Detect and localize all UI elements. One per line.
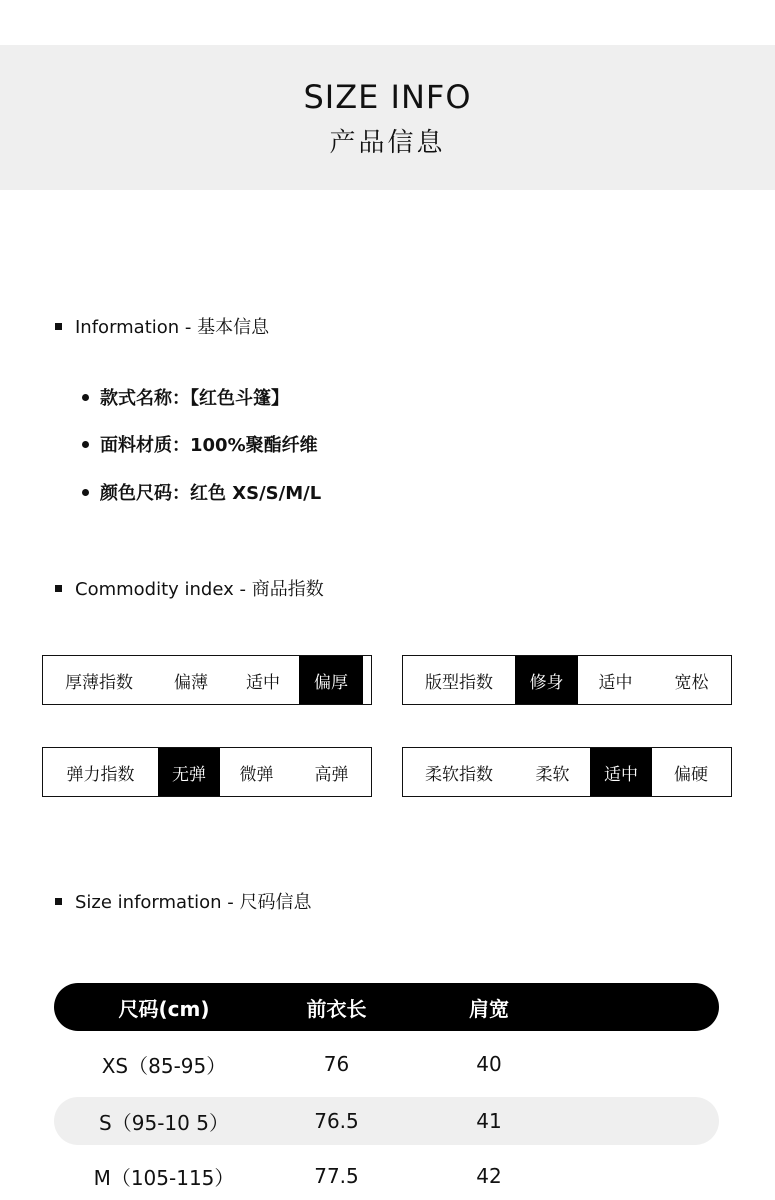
- cell-size: S（95-10 5）: [99, 1110, 229, 1135]
- cell-size: XS（85-95）: [101, 1053, 227, 1078]
- cell-front-length: 76.5: [314, 1109, 359, 1133]
- page-title: SIZE INFO: [303, 78, 472, 116]
- info-item-style-name: [82, 384, 289, 410]
- cell-size: M（105-115）: [93, 1165, 235, 1190]
- info-item-color-size: [82, 479, 321, 505]
- softness-index: [402, 747, 732, 797]
- table-row: [54, 1040, 719, 1088]
- thickness-index: [42, 655, 372, 705]
- index-option: 适中: [598, 672, 633, 693]
- index-label: 版型指数: [425, 672, 493, 693]
- elasticity-index: [42, 747, 372, 797]
- column-header-front-length: 前衣长: [306, 996, 367, 1021]
- index-option: 柔软: [535, 764, 570, 785]
- size-section-label: Size information - 尺码信息: [75, 892, 312, 913]
- info-item-fabric: [82, 431, 318, 457]
- index-option-selected: 修身: [515, 656, 578, 704]
- info-item-text: 面料材质：100%聚酯纤维: [100, 435, 318, 456]
- size-section-title: [55, 888, 312, 914]
- index-option-selected: 适中: [590, 748, 652, 796]
- cell-front-length: 77.5: [314, 1164, 359, 1188]
- index-label: 柔软指数: [425, 764, 493, 785]
- column-header-shoulder-width: 肩宽: [469, 996, 509, 1021]
- info-item-text: 颜色尺码：红色 XS/S/M/L: [100, 483, 322, 504]
- cell-shoulder-width: 40: [476, 1052, 502, 1076]
- information-section-title: [55, 313, 269, 339]
- commodity-section-title: [55, 575, 324, 601]
- page-subtitle: 产品信息: [329, 128, 446, 158]
- index-option-selected: 无弹: [158, 748, 220, 796]
- index-label: 厚薄指数: [65, 672, 133, 693]
- index-option: 偏硬: [674, 764, 708, 785]
- square-bullet-icon: [55, 898, 62, 905]
- index-option: 偏薄: [174, 672, 208, 693]
- cell-shoulder-width: 42: [476, 1164, 502, 1188]
- info-item-text: 款式名称：【红色斗篷】: [100, 388, 289, 409]
- dot-bullet-icon: [82, 441, 89, 448]
- commodity-section-label: Commodity index - 商品指数: [75, 579, 324, 600]
- square-bullet-icon: [55, 585, 62, 592]
- header-band: [0, 45, 775, 190]
- column-header-size: 尺码(cm): [118, 996, 210, 1021]
- cell-front-length: 76: [323, 1052, 350, 1076]
- table-row: [54, 1097, 719, 1145]
- index-option: 适中: [246, 672, 280, 693]
- information-section-label: Information - 基本信息: [75, 317, 270, 338]
- index-option-selected: 偏厚: [299, 656, 363, 704]
- square-bullet-icon: [55, 323, 62, 330]
- index-option: 高弹: [314, 764, 349, 785]
- index-option: 宽松: [674, 672, 709, 693]
- index-option: 微弹: [239, 764, 274, 785]
- dot-bullet-icon: [82, 489, 89, 496]
- cell-shoulder-width: 41: [476, 1109, 502, 1133]
- size-table-header: [54, 983, 719, 1031]
- fit-index: [402, 655, 732, 705]
- index-label: 弹力指数: [66, 764, 135, 785]
- table-row: [54, 1152, 719, 1200]
- dot-bullet-icon: [82, 394, 89, 401]
